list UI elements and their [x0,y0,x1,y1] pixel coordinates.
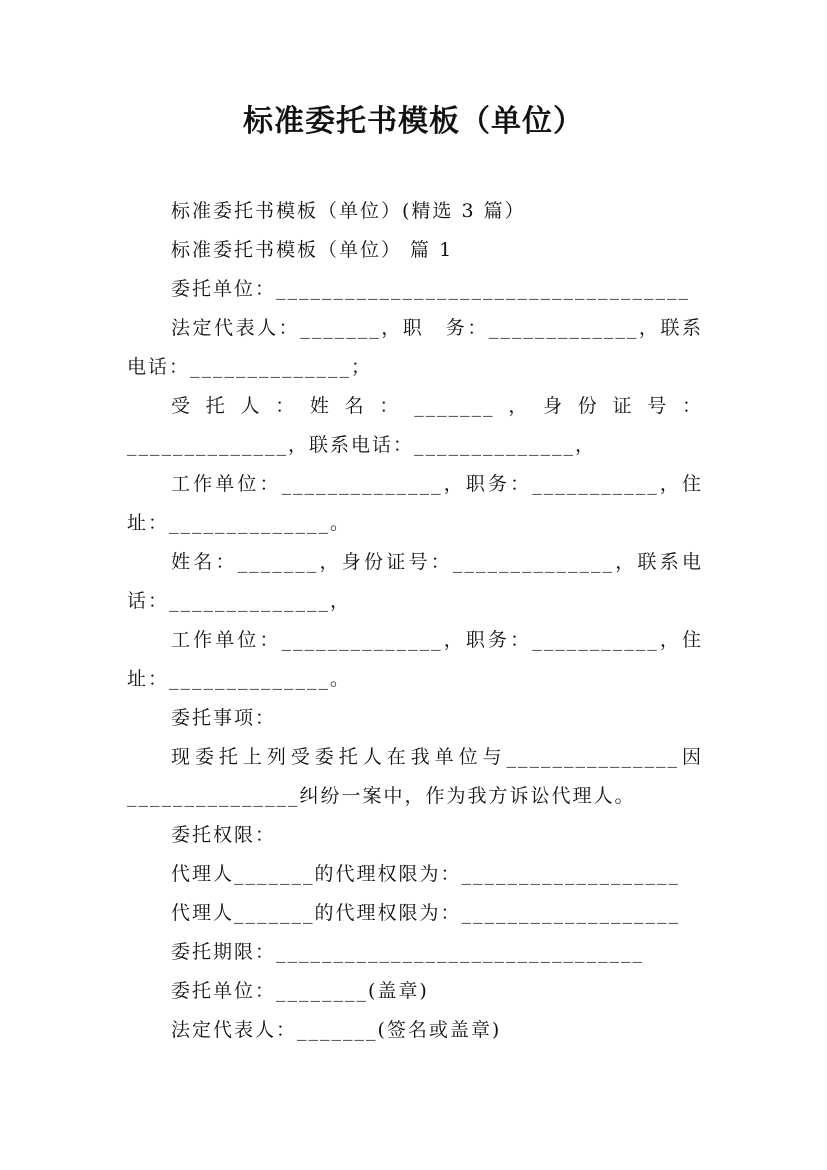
document-title: 标准委托书模板（单位） [243,104,584,139]
paragraph-unit-seal: 委托单位：________(盖章) [171,980,429,1002]
paragraph-agent-1-identity: 受托人：姓名：_______，身份证号：______________，联系电话：______________， [127,395,703,456]
document-body [127,192,703,1050]
paragraph-agent-2-identity: 姓名：_______，身份证号：______________，联系电话：______________， [127,551,703,612]
paragraph-section-title: 标准委托书模板（单位） 篇 1 [171,239,454,261]
paragraph-authority-agent-1: 代理人_______的代理权限为：___________________ [171,863,681,885]
paragraph-authority-label: 委托权限： [171,824,277,846]
paragraph-representative-signature: 法定代表人：_______(签名或盖章) [171,1019,502,1041]
paragraph-authority-agent-2: 代理人_______的代理权限为：___________________ [171,902,681,924]
paragraph-principal-unit: 委托单位：____________________________________ [171,278,691,300]
paragraph-matters-text: 现委托上列受委托人在我单位与_______________因_______________纠纷一案中，作为我方诉讼代理人。 [127,746,703,807]
paragraph-agent-2-work: 工作单位：______________，职务：___________，住址：______________。 [127,629,703,690]
paragraph-heading: 标准委托书模板（单位）(精选 3 篇） [171,200,526,222]
paragraph-matters-label: 委托事项： [171,707,277,729]
paragraph-term: 委托期限：________________________________ [171,941,645,963]
paragraph-agent-1-work: 工作单位：______________，职务：___________，住址：______________。 [127,473,703,534]
paragraph-legal-representative: 法定代表人：_______，职 务：_____________，联系电话：______________； [127,317,703,378]
